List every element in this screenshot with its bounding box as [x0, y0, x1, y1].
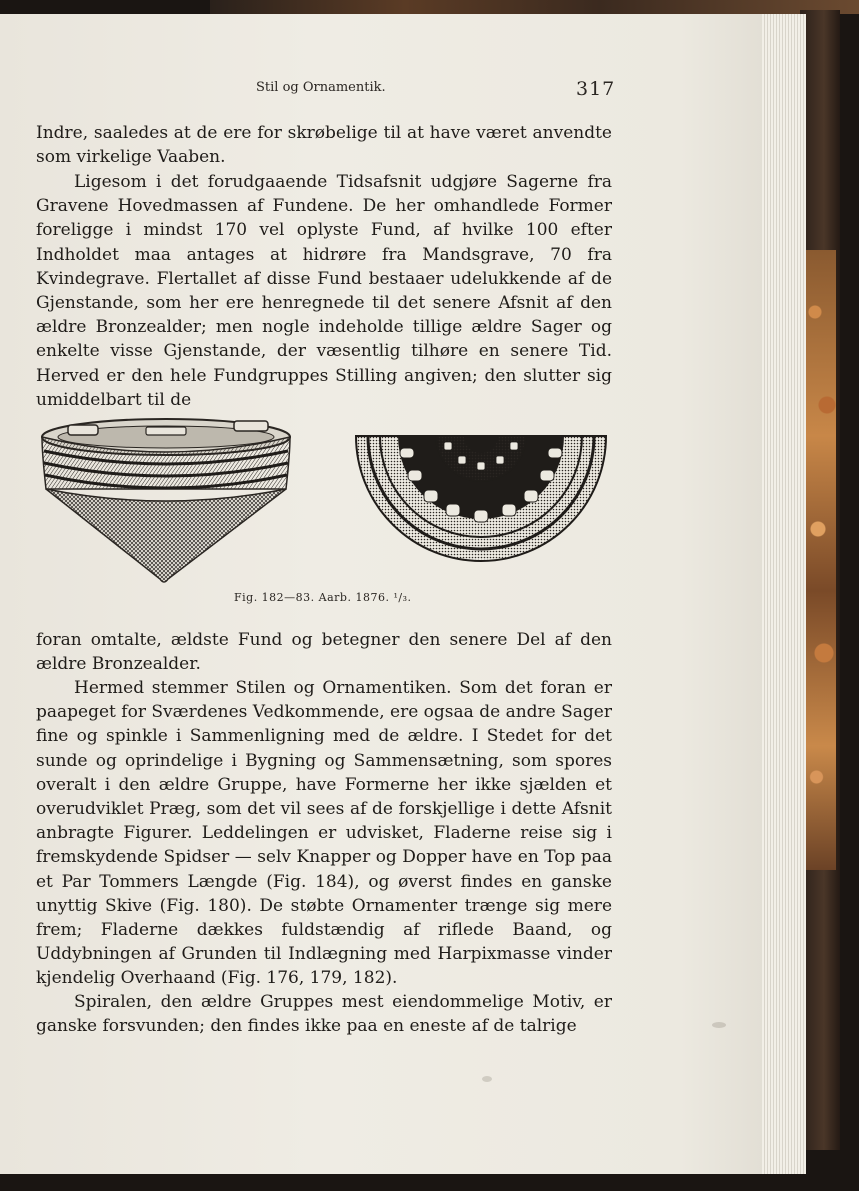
page-edges	[762, 14, 806, 1174]
paragraph: Hermed stemmer Stilen og Ornamentiken. Som det foran er paapeget for Sværdenes Vedkommende, ere ogsaa de andre Sager fine og spinkle i Sammenligning med de ældre. I Stedet for det sunde og oprindelige i Bygning og Sammensætning, som spores overalt i den ældre Gruppe, have Formerne her ikke sjælden et overudviklet Præg, som det vil sees af de forskjellige i dette Afsnit anbragte Figurer. Leddelingen er udvisket, Fladerne reise sig i fremskydende Spidser — selv Knapper og Dopper have en Top paa et Par Tommers Længde (Fig. 184), og øverst findes en ganske unyttig Skive (Fig. 180). De støbte Ornamenter trænge sig mere frem; Fladerne dækkes fuldstændig af riflede Baand, og Uddybningen af Grunden til Indlægning med Harpixmasse vinder kjendelig Overhaand (Fig. 176, 179, 182).	[36, 678, 612, 989]
paragraph: Indre, saaledes at de ere for skrøbelige til at have været anvendte som virkelige Vaaben.	[36, 123, 612, 168]
ornamented-disc-illustration	[354, 430, 608, 570]
page-header	[0, 78, 760, 108]
running-title: Stil og Ornamentik.	[256, 80, 386, 95]
book-binding	[210, 0, 859, 14]
figure-caption: Fig. 182—83. Aarb. 1876. ¹/₃.	[234, 591, 412, 604]
paragraph: foran omtalte, ældste Fund og betegner den senere Del af den ældre Bronzealder.	[36, 630, 612, 675]
paper-smudge	[482, 1076, 492, 1082]
paper-smudge	[712, 1022, 726, 1028]
marbled-cover-edge	[806, 250, 836, 870]
page-number: 317	[576, 78, 616, 100]
paragraph: Ligesom i det forudgaaende Tidsafsnit udgjøre Sagerne fra Gravene Hovedmassen af Fundene. De her omhandlede Former foreligge i mindst 170 vel oplyste Fund, af hvilke 100 efter Indholdet maa antages at hidrøre fra Mandsgrave, 70 fra Kvindegrave. Flertallet af disse Fund bestaaer udelukkende af de Gjenstande, som her ere henregnede til det senere Afsnit af den ældre Bronzealder; men nogle indeholde tillige ældre Sager og enkelte visse Gjenstande, der væsentlig tilhøre en senere Tid. Herved er den hele Fundgruppes Stilling angiven; den slutter sig umiddelbart til de	[36, 172, 612, 410]
bronze-hanging-vessel-illustration	[38, 413, 294, 585]
paragraph: Spiralen, den ældre Gruppes mest eiendommelige Motiv, er ganske forsvunden; den findes ikke paa en eneste af de talrige	[36, 992, 612, 1037]
